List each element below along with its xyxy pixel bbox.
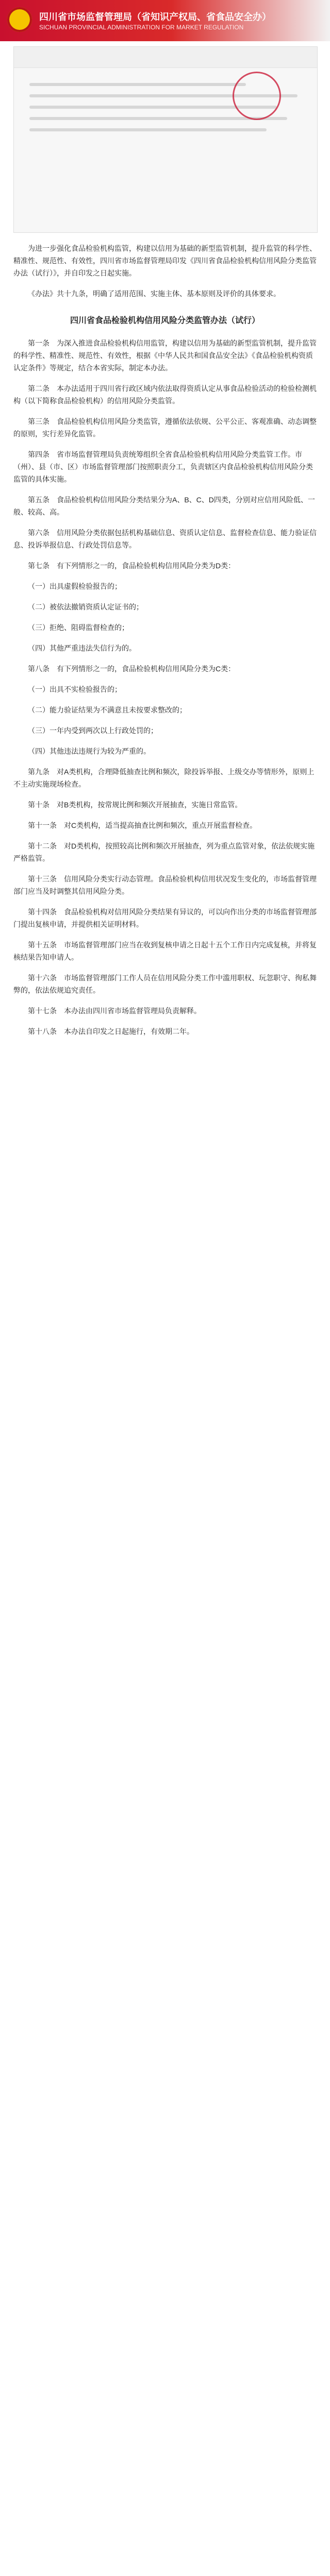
article-title: 四川省食品检验机构信用风险分类监管办法（试行）: [70, 316, 260, 325]
article-paragraph: （四）其他违法违规行为较为严重的。: [28, 747, 151, 755]
article-paragraph: 第四条 省市场监督管理局负责统筹组织全省食品检验机构信用风险分类监管工作。市（州）、县（市、区）市场监督管理部门按照职责分工，负责辖区内食品检验机构信用风险分类监管的具体实施。: [13, 450, 313, 483]
article-paragraph: 第三条 食品检验机构信用风险分类监管，遵循依法依规、公平公正、客观准确、动态调整的原则，实行差异化监管。: [13, 417, 317, 438]
article-section: [13, 337, 317, 1038]
article-paragraph: 第十四条 食品检验机构对信用风险分类结果有异议的，可以向作出分类的市场监督管理部门提出复核申请，并提供相关证明材料。: [13, 908, 317, 928]
article-paragraph: （三）一年内受到两次以上行政处罚的；: [28, 726, 158, 735]
article-paragraph: 第六条 信用风险分类依据包括机构基础信息、资质认定信息、监督检查信息、能力验证信息、投诉举报信息、行政处罚信息等。: [13, 529, 317, 549]
site-subtitle: SICHUAN PROVINCIAL ADMINISTRATION FOR MARKET REGULATION: [39, 24, 244, 31]
article-paragraph: （三）拒绝、阻碍监督检查的；: [28, 623, 129, 632]
article-paragraph: 第一条 为深入推进食品检验机构信用监管，构建以信用为基础的新型监管机制，提升监管的科学性、精准性、规范性、有效性，根据《中华人民共和国食品安全法》《食品检验机构资质认定条件》等规定，结合本省实际，制定本办法。: [13, 339, 317, 372]
article-paragraph: 第十七条 本办法由四川省市场监督管理局负责解释。: [28, 1007, 201, 1015]
article-paragraph: （一）出具虚假检验报告的；: [28, 582, 122, 590]
article-paragraph: 第十八条 本办法自印发之日起施行，有效期二年。: [28, 1027, 194, 1036]
document-header: [14, 47, 317, 68]
article-paragraph: 第八条 有下列情形之一的，食品检验机构信用风险分类为C类：: [28, 665, 236, 673]
article-paragraph: 第九条 对A类机构，合理降低抽查比例和频次，除投诉举报、上级交办等情形外，原则上不主动实施现场检查。: [13, 768, 315, 788]
article-paragraph: （二）能力验证结果为不满意且未按要求整改的；: [28, 706, 187, 714]
emblem-logo: [7, 7, 32, 32]
article-paragraph: 第十条 对B类机构，按常规比例和频次开展抽查，实施日常监管。: [28, 801, 242, 809]
bottom-spacer: [13, 1046, 317, 1066]
article-paragraph: 第五条 食品检验机构信用风险分类结果分为A、B、C、D四类，分别对应信用风险低、一般、较高、高。: [13, 496, 315, 516]
document-image: [13, 46, 318, 233]
article-paragraph: 第七条 有下列情形之一的，食品检验机构信用风险分类为D类：: [28, 562, 236, 570]
article-paragraph: 第十三条 信用风险分类实行动态管理。食品检验机构信用状况发生变化的，市场监督管理部门应当及时调整其信用风险分类。: [13, 875, 317, 895]
article-paragraph: （四）其他严重违法失信行为的。: [28, 644, 136, 652]
article-paragraph: （一）出具不实检验报告的；: [28, 685, 122, 693]
article-paragraph: 第十五条 市场监督管理部门应当在收到复核申请之日起十五个工作日内完成复核，并将复核结果告知申请人。: [13, 941, 317, 961]
site-title: 四川省市场监督管理局（省知识产权局、省食品安全办）: [39, 12, 271, 22]
site-header: [0, 0, 330, 41]
intro-paragraph-1: 为进一步强化食品检验机构监管，构建以信用为基础的新型监管机制，提升监管的科学性、精准性、规范性、有效性，四川省市场监督管理局印发《四川省食品检验机构信用风险分类监管办法（试行）》，并自印发之日起实施。: [13, 244, 317, 277]
document-seal: [233, 72, 281, 120]
document-line: [29, 83, 246, 86]
article-paragraph: 第二条 本办法适用于四川省行政区域内依法取得资质认定从事食品检验活动的检验检测机构（以下简称食品检验机构）的信用风险分类监管。: [13, 384, 317, 405]
article-paragraph: 第十二条 对D类机构，按照较高比例和频次开展抽查，列为重点监管对象，依法依规实施严格监管。: [13, 842, 315, 862]
intro-paragraph-2: 《办法》共十九条，明确了适用范围、实施主体、基本原则及评价的具体要求。: [28, 290, 280, 298]
article-paragraph: 第十一条 对C类机构，适当提高抽查比例和频次，重点开展监督检查。: [28, 821, 257, 829]
article-body: [0, 46, 330, 1066]
article-paragraph: 第十六条 市场监督管理部门工作人员在信用风险分类工作中滥用职权、玩忽职守、徇私舞弊的，依法依规追究责任。: [13, 974, 317, 994]
article-paragraph: （二）被依法撤销资质认定证书的；: [28, 603, 143, 611]
document-line: [29, 128, 267, 131]
